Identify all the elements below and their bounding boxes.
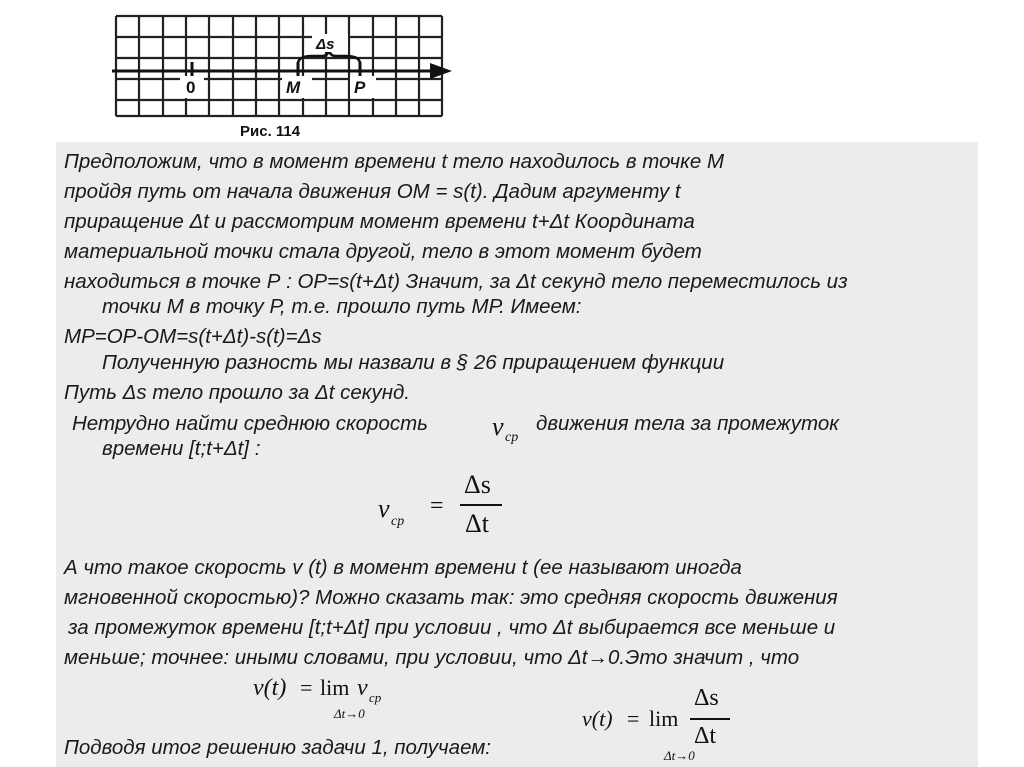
grid-figure — [112, 12, 457, 142]
vcp-inline-sub: ср — [505, 430, 519, 445]
text-line-14: мгновенной скоростью)? Можно сказать так: это средняя скорость движения — [64, 586, 838, 609]
avg-numerator: Δs — [464, 470, 491, 499]
text-line-13: А что такое скорость v (t) в момент времени t (ее называют иногда — [64, 556, 742, 579]
lim2-fraction-bar — [690, 718, 730, 720]
lim2-lim: lim — [649, 706, 679, 731]
text-line-15: за промежуток времени [t;t+Δt] при условии , что Δt выбирается все меньше и — [68, 616, 836, 639]
text-line-1: Предположим, что в момент времени t тело находилось в точке М — [64, 150, 725, 173]
text-line-12: времени [t;t+Δt] : — [102, 437, 261, 460]
text-line-4: материальной точки стала другой, тело в этот момент будет — [64, 240, 702, 263]
text-line-5: находиться в точке Р : ОР=s(t+Δt) Значит, за Δt секунд тело переместилось из — [64, 270, 848, 293]
avg-lhs-v: v — [378, 494, 390, 523]
text-line-10: Нетрудно найти среднюю скорость — [72, 412, 428, 435]
text-line-2: пройдя путь от начала движения ОМ = s(t). Дадим аргументу t — [64, 180, 681, 203]
label-origin: 0 — [186, 78, 196, 97]
avg-fraction-bar — [460, 504, 502, 506]
text-line-6: точки М в точку Р, т.е. прошло путь МР. Имеем: — [102, 295, 582, 318]
figure-caption: Рис. 114 — [240, 123, 301, 140]
lim2-under: Δt→0 — [664, 748, 695, 763]
avg-eq: = — [430, 493, 444, 519]
text-line-11: движения тела за промежуток — [536, 412, 839, 435]
lim1-sub: ср — [369, 690, 382, 705]
avg-lhs-sub: ср — [391, 514, 405, 529]
lim2-lhs: v(t) — [582, 706, 613, 731]
text-line-9: Путь Δs тело прошло за Δt секунд. — [64, 381, 410, 404]
lim1-v: v — [357, 675, 368, 701]
label-p: P — [354, 78, 366, 97]
avg-denominator: Δt — [465, 509, 489, 538]
label-delta-s: Δs — [316, 36, 335, 53]
label-m: M — [286, 78, 301, 97]
text-line-3: приращение Δt и рассмотрим момент времени t+Δt Координата — [64, 210, 695, 233]
lim1-lim: lim — [320, 675, 350, 700]
text-line-16: меньше; точнее: иными словами, при условии, что Δt→0.Это значит , что — [64, 646, 800, 669]
lim2-numerator: Δs — [694, 685, 719, 711]
lim1-under: Δt→0 — [334, 706, 365, 721]
lim2-eq: = — [627, 706, 640, 731]
figure-114 — [112, 12, 457, 142]
text-line-17: Подводя итог решению задачи 1, получаем: — [64, 736, 491, 759]
lim1-lhs: v(t) — [253, 675, 287, 701]
lim2-denominator: Δt — [694, 723, 717, 749]
vcp-inline-v: v — [492, 412, 504, 441]
text-line-7: МР=ОР-ОМ=s(t+Δt)-s(t)=Δs — [64, 325, 322, 348]
lim1-eq: = — [300, 675, 313, 700]
text-line-8: Полученную разность мы назвали в § 26 приращением функции — [102, 351, 725, 374]
